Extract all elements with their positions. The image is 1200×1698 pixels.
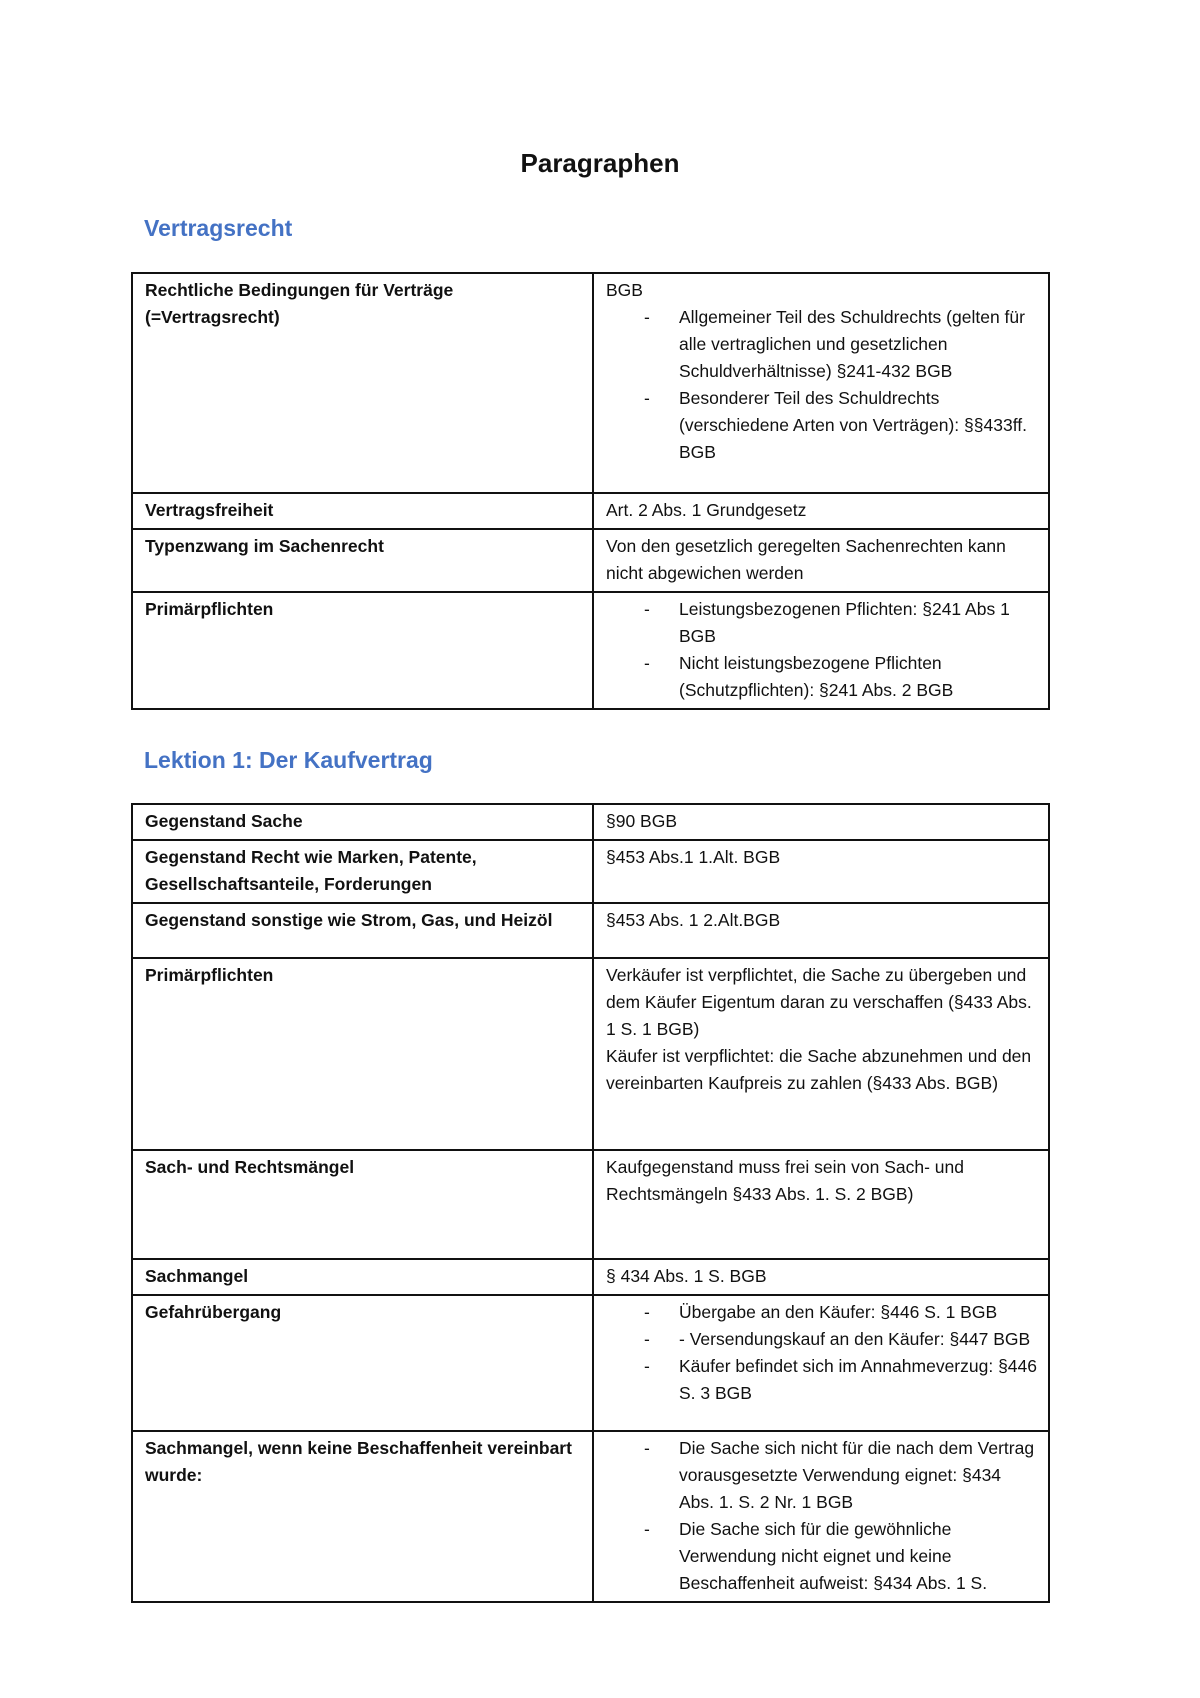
term-text: Primärpflichten [145, 965, 274, 985]
term-text: Sach- und Rechtsmängel [145, 1157, 355, 1177]
table-row [132, 1150, 1049, 1259]
section-heading-kaufvertrag: Lektion 1: Der Kaufvertrag [144, 747, 433, 773]
table-row [132, 958, 1049, 1150]
term-text: Sachmangel, wenn keine Beschaffenheit vereinbart wurde: [145, 1438, 572, 1485]
term-cell [132, 1295, 593, 1431]
bullet-list [606, 1299, 1038, 1407]
term-cell [132, 1150, 593, 1259]
term-cell [132, 958, 593, 1150]
table-row [132, 1295, 1049, 1431]
reference-text: §453 Abs.1 1.Alt. BGB [606, 847, 781, 867]
reference-text: §90 BGB [606, 811, 678, 831]
term-text: Gegenstand Recht wie Marken, Patente, Gesellschaftsanteile, Forderungen [145, 847, 477, 894]
bullet-item: - Leistungsbezogenen Pflichten: §241 Abs 1 BGB [606, 596, 1038, 650]
bullet-item: - Käufer befindet sich im Annahmeverzug: §446 S. 3 BGB [606, 1353, 1038, 1407]
term-text: Gefahrübergang [145, 1302, 282, 1322]
reference-cell [593, 1431, 1049, 1602]
term-text: Sachmangel [145, 1266, 249, 1286]
reference-cell [593, 804, 1049, 840]
term-text: Typenzwang im Sachenrecht [145, 536, 384, 556]
bullet-list [606, 304, 1038, 466]
term-text: Gegenstand sonstige wie Strom, Gas, und Heizöl [145, 910, 553, 930]
term-text: (=Vertragsrecht) [145, 307, 280, 327]
term-text: Vertragsfreiheit [145, 500, 274, 520]
bullet-item: - Übergabe an den Käufer: §446 S. 1 BGB [606, 1299, 1038, 1326]
table-row [132, 529, 1049, 592]
table-row [132, 840, 1049, 903]
term-cell [132, 903, 593, 958]
bullet-item: - Die Sache sich nicht für die nach dem Vertrag vorausgesetzte Verwendung eignet: §434 Abs. 1. S. 2 Nr. 1 BGB [606, 1435, 1038, 1516]
bullet-item: - Nicht leistungsbezogene Pflichten (Schutzpflichten): §241 Abs. 2 BGB [606, 650, 1038, 704]
table-row [132, 804, 1049, 840]
term-cell [132, 493, 593, 529]
reference-cell [593, 1295, 1049, 1431]
term-cell [132, 804, 593, 840]
table-row [132, 592, 1049, 709]
section-heading-vertragsrecht: Vertragsrecht [144, 215, 293, 241]
kaufvertrag-table [131, 803, 1050, 1603]
reference-text: § 434 Abs. 1 S. BGB [606, 1266, 767, 1286]
term-cell [132, 529, 593, 592]
bullet-item: - Die Sache sich für die gewöhnliche Verwendung nicht eignet und keine Beschaffenheit aufweist: §434 Abs. 1 S. [606, 1516, 1038, 1597]
reference-cell [593, 840, 1049, 903]
reference-text: Käufer ist verpflichtet: die Sache abzunehmen und den vereinbarten Kaufpreis zu zahlen (§433 Abs. BGB) [606, 1046, 1032, 1093]
bullet-item: - Allgemeiner Teil des Schuldrechts (gelten für alle vertraglichen und gesetzlichen Schuldverhältnisse) §241-432 BGB [606, 304, 1038, 385]
vertragsrecht-table [131, 272, 1050, 710]
reference-text: Verkäufer ist verpflichtet, die Sache zu übergeben und dem Käufer Eigentum daran zu verschaffen (§433 Abs. 1 S. 1 BGB) [606, 965, 1032, 1039]
reference-cell [593, 1150, 1049, 1259]
document-title: Paragraphen [520, 148, 680, 178]
reference-cell [593, 903, 1049, 958]
reference-text: BGB [606, 280, 643, 300]
term-cell [132, 592, 593, 709]
reference-text: §453 Abs. 1 2.Alt.BGB [606, 910, 781, 930]
term-text: Rechtliche Bedingungen für Verträge [145, 280, 454, 300]
reference-cell [593, 493, 1049, 529]
table-row [132, 903, 1049, 958]
reference-cell [593, 592, 1049, 709]
reference-text: Von den gesetzlich geregelten Sachenrechten kann nicht abgewichen werden [606, 536, 1006, 583]
reference-text: Art. 2 Abs. 1 Grundgesetz [606, 500, 807, 520]
bullet-item: - Besonderer Teil des Schuldrechts (verschiedene Arten von Verträgen): §§433ff. BGB [606, 385, 1038, 466]
bullet-list [606, 1435, 1038, 1597]
reference-text: Kaufgegenstand muss frei sein von Sach- und Rechtsmängeln §433 Abs. 1. S. 2 BGB) [606, 1157, 964, 1204]
reference-cell [593, 529, 1049, 592]
term-text: Gegenstand Sache [145, 811, 303, 831]
term-cell [132, 840, 593, 903]
term-cell [132, 273, 593, 493]
term-cell [132, 1431, 593, 1602]
term-cell [132, 1259, 593, 1295]
table-row [132, 1431, 1049, 1602]
table-row [132, 1259, 1049, 1295]
reference-cell [593, 1259, 1049, 1295]
table-row [132, 273, 1049, 493]
bullet-list [606, 596, 1038, 704]
reference-cell [593, 958, 1049, 1150]
term-text: Primärpflichten [145, 599, 274, 619]
reference-cell [593, 273, 1049, 493]
bullet-item: - - Versendungskauf an den Käufer: §447 BGB [606, 1326, 1038, 1353]
table-row [132, 493, 1049, 529]
